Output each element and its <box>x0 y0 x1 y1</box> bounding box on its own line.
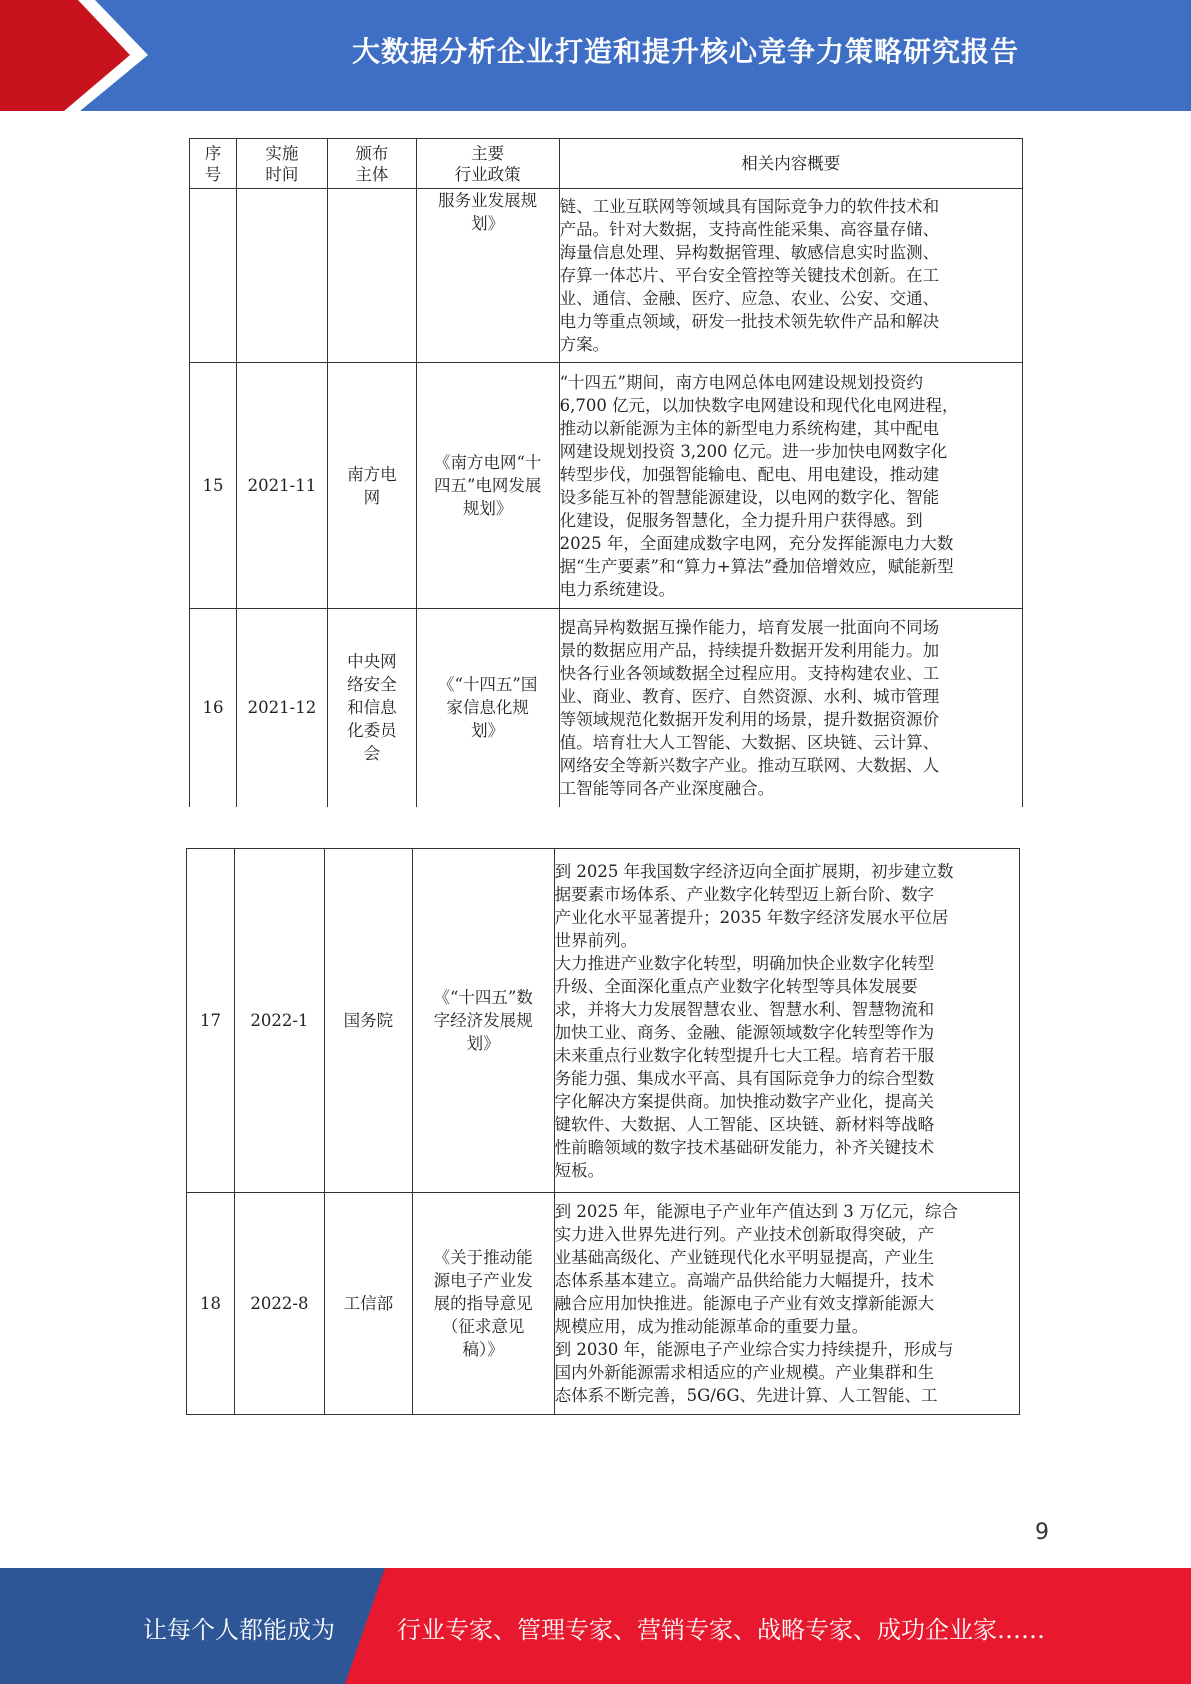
table-row <box>187 849 1020 1193</box>
row-policy: 《关于推动能 源电子产业发 展的指导意见 （征求意见 稿）》 <box>412 1193 554 1415</box>
row-policy: 《“十四五”国 家信息化规 划》 <box>416 609 559 807</box>
row-summary: 到 2025 年我国数字经济迈向全面扩展期，初步建立数 据要素市场体系、产业数字化转型迈上新台阶、数字 产业化水平显著提升；2035 年数字经济发展水平位居 世界前列。 大力推进产业数字化转型，明确加快企业数字化转型 升级、全面深化重点产业数字化转型等具体发展要 求，并将大力发展智慧农业、智慧水利、智慧物流和 加快工业、商务、金融、能源领域数字化转型等作为 未来重点行业数字化转型提升七大工程。培育若干服 务能力强、集成水平高、具有国际竞争力的综合型数 字化解决方案提供商。加快推动数字产业化，提高关 键软件、大数据、人工智能、区块链、新材料等战略 性前瞻领域的数字技术基础研发能力，补齐关键技术 短板。 <box>554 849 1019 1193</box>
row-issuer <box>327 189 416 363</box>
row-time <box>236 189 327 363</box>
table-row <box>190 363 1023 609</box>
table-header-row <box>190 139 1023 189</box>
row-seq: 16 <box>190 609 237 807</box>
row-summary: 提高异构数据互操作能力，培育发展一批面向不同场 景的数据应用产品，持续提升数据开发利用能力。加 快各行业各领域数据全过程应用。支持构建农业、工 业、商业、教育、医疗、自然资源、水利、城市管理 等领域规范化数据开发利用的场景，提升数据资源价 值。培育壮大人工智能、大数据、区块链、云计算、 网络安全等新兴数字产业。推动互联网、大数据、人 工智能等同各产业深度融合。 <box>559 609 1022 807</box>
row-summary: “十四五”期间，南方电网总体电网建设规划投资约 6,700 亿元，以加快数字电网建设和现代化电网进程， 推动以新能源为主体的新型电力系统构建，其中配电 网建设规划投资 3,200 亿元。进一步加快电网数字化 转型步伐，加强智能输电、配电、用电建设，推动建 设多能互补的智慧能源建设，以电网的数字化、智能 化建设，促服务智慧化，全力提升用户获得感。到 2025 年，全面建成数字电网，充分发挥能源电力大数 据“生产要素”和“算力+算法”叠加倍增效应，赋能新型 电力系统建设。 <box>559 363 1022 609</box>
row-summary: 到 2025 年，能源电子产业年产值达到 3 万亿元，综合 实力进入世界先进行列。产业技术创新取得突破，产 业基础高级化、产业链现代化水平明显提高，产业生 态体系基本建立。高端产品供给能力大幅提升，技术 融合应用加快推进。能源电子产业有效支撑新能源大 规模应用，成为推动能源革命的重要力量。 到 2030 年，能源电子产业综合实力持续提升，形成与 国内外新能源需求相适应的产业规模。产业集群和生 态体系不断完善，5G/6G、先进计算、人工智能、工 <box>554 1193 1019 1415</box>
row-seq: 18 <box>187 1193 235 1415</box>
row-policy: 《“十四五”数 字经济发展规 划》 <box>412 849 554 1193</box>
row-summary: 链、工业互联网等领域具有国际竞争力的软件技术和 产品。针对大数据，支持高性能采集、高容量存储、 海量信息处理、异构数据管理、敏感信息实时监测、 存算一体芯片、平台安全管控等关键技术创新。在工 业、通信、金融、医疗、应急、农业、公安、交通、 电力等重点领域，研发一批技术领先软件产品和解决 方案。 <box>559 189 1022 363</box>
row-time: 2021-12 <box>236 609 327 807</box>
table-row <box>190 609 1023 807</box>
row-time: 2022-8 <box>234 1193 324 1415</box>
page-number: 9 <box>1035 1520 1049 1545</box>
row-seq: 15 <box>190 363 237 609</box>
row-issuer: 工信部 <box>324 1193 412 1415</box>
row-seq <box>190 189 237 363</box>
table-row <box>187 1193 1020 1415</box>
header-issuer: 颁布 主体 <box>327 139 416 189</box>
row-seq: 17 <box>187 849 235 1193</box>
row-issuer: 国务院 <box>324 849 412 1193</box>
header-policy: 主要 行业政策 <box>416 139 559 189</box>
header-seq: 序 号 <box>190 139 237 189</box>
page-header <box>0 0 1191 111</box>
report-title: 大数据分析企业打造和提升核心竞争力策略研究报告 <box>351 35 1019 68</box>
page-footer <box>0 1568 1191 1684</box>
policy-table-part-1 <box>189 138 1023 807</box>
row-issuer: 中央网 络安全 和信息 化委员 会 <box>327 609 416 807</box>
footer-slogan-left: 让每个人都能成为 <box>143 1616 335 1644</box>
footer-slogan-right: 行业专家、管理专家、营销专家、战略专家、成功企业家…… <box>397 1616 1045 1644</box>
row-policy: 服务业发展规 划》 <box>416 189 559 363</box>
header-summary: 相关内容概要 <box>559 139 1022 189</box>
table-row <box>190 189 1023 363</box>
policy-table-part-2 <box>186 848 1020 1415</box>
header-chevron-icon <box>0 0 160 111</box>
row-issuer: 南方电 网 <box>327 363 416 609</box>
row-time: 2022-1 <box>234 849 324 1193</box>
header-time: 实施 时间 <box>236 139 327 189</box>
row-policy: 《南方电网“十 四五”电网发展 规划》 <box>416 363 559 609</box>
row-time: 2021-11 <box>236 363 327 609</box>
